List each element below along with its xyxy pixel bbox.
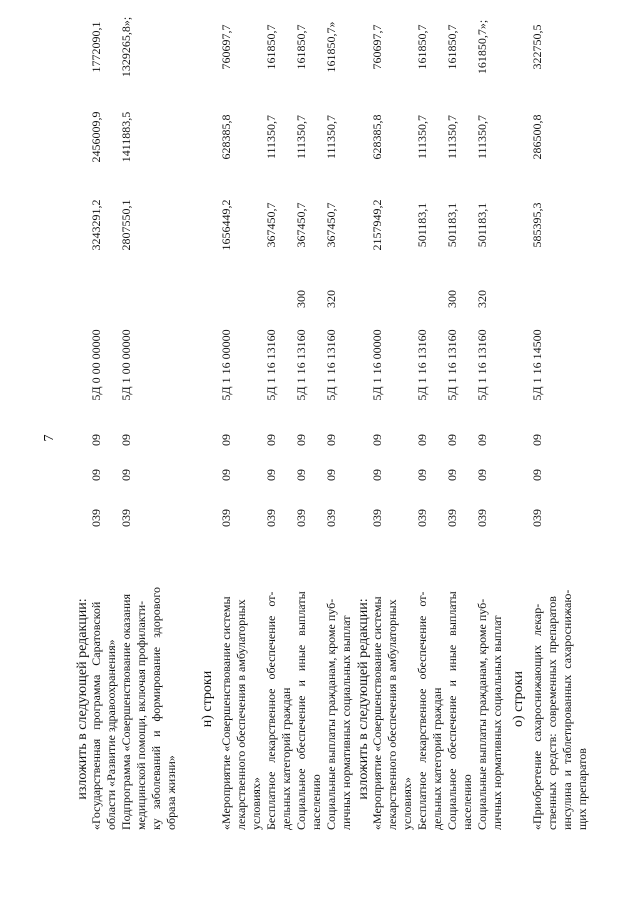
table-cell: 039 [370, 509, 384, 527]
table-cell: 09 [445, 434, 459, 446]
table-cell: 501183,1 [445, 202, 459, 248]
table-cell: 09 [415, 434, 429, 446]
table-cell: 039 [264, 509, 278, 527]
table-cell: 09 [89, 434, 103, 446]
table-cell: 111350,7 [475, 114, 489, 160]
table-cell: 039 [119, 509, 133, 527]
table-cell: 1411883,5 [119, 111, 133, 163]
table-cell: 09 [264, 469, 278, 481]
table-cell: 501183,1 [475, 202, 489, 248]
table-cell: 09 [370, 469, 384, 481]
table-cell: 320 [324, 290, 338, 308]
table-cell: 039 [219, 509, 233, 527]
table-cell: 5Д 1 16 13160 [415, 329, 429, 401]
table-cell: 628385,8 [219, 114, 233, 160]
row-label-line: «Мероприятие «Совершенствование системы [370, 596, 384, 830]
table-cell: 1329265,8»; [119, 16, 133, 78]
table-cell: 039 [530, 509, 544, 527]
table-cell: 09 [530, 434, 544, 446]
row-label-line: дельных категорий граждан [279, 687, 293, 830]
row-label-line: «Государственная программа Саратовской [89, 601, 103, 830]
table-cell: 3243291,2 [89, 199, 103, 251]
table-cell: 367450,7 [294, 202, 308, 248]
table-cell: 5Д 1 16 00000 [370, 329, 384, 401]
table-cell: 039 [475, 509, 489, 527]
table-cell: 628385,8 [370, 114, 384, 160]
page-number: 7 [42, 434, 57, 442]
row-label-line: щих препаратов [575, 748, 589, 830]
table-cell: 09 [219, 434, 233, 446]
table-cell: 111350,7 [264, 114, 278, 160]
table-cell: 5Д 1 16 13160 [294, 329, 308, 401]
row-label-line: населению [460, 774, 474, 830]
row-label-line: Бесплатное лекарственное обеспечение от- [264, 591, 278, 830]
section-heading: изложить в следующей редакции: [75, 598, 90, 800]
table-cell: 09 [119, 469, 133, 481]
table-cell: 5Д 1 16 13160 [445, 329, 459, 401]
row-label-line: лекарственного обеспечения в амбулаторных [385, 599, 399, 830]
table-cell: 111350,7 [294, 114, 308, 160]
row-label-line: образа жизни» [164, 755, 178, 830]
table-cell: 320 [475, 290, 489, 308]
table-cell: 09 [119, 434, 133, 446]
table-cell: 039 [445, 509, 459, 527]
table-cell: 039 [294, 509, 308, 527]
table-cell: 2157949,2 [370, 199, 384, 251]
row-label-line: ственных средств: современных препаратов [545, 596, 559, 830]
row-label-line: «Мероприятие «Совершенствование системы [219, 596, 233, 830]
table-cell: 09 [370, 434, 384, 446]
row-label-line: Бесплатное лекарственное обеспечение от- [415, 591, 429, 830]
table-cell: 2456009,9 [89, 111, 103, 163]
row-label-line: населению [309, 774, 323, 830]
row-label-line: условиях» [249, 777, 263, 830]
row-label-line: Социальное обеспечение и иные выплаты [294, 591, 308, 830]
table-cell: 09 [89, 469, 103, 481]
row-label-line: инсулина и таблетированных сахароснижаю- [560, 589, 574, 830]
table-cell: 286500,8 [530, 114, 544, 160]
table-cell: 367450,7 [264, 202, 278, 248]
table-cell: 300 [294, 290, 308, 308]
table-cell: 039 [324, 509, 338, 527]
table-cell: 161850,7»; [475, 19, 489, 75]
row-label-line: дельных категорий граждан [430, 687, 444, 830]
row-label-line: Социальные выплаты гражданам, кроме пуб- [475, 598, 489, 830]
table-cell: 5Д 1 16 13160 [324, 329, 338, 401]
section-heading: изложить в следующей редакции: [356, 598, 371, 800]
table-cell: 5Д 1 16 13160 [264, 329, 278, 401]
section-heading: н) строки [200, 670, 215, 728]
table-cell: 5Д 1 16 13160 [475, 329, 489, 401]
row-label-line: области «Развитие здравоохранения» [104, 639, 118, 830]
table-cell: 09 [530, 469, 544, 481]
row-label-line: медицинской помощи, включая профилакти- [134, 600, 148, 830]
row-label-line: личных нормативных социальных выплат [490, 615, 504, 830]
table-cell: 111350,7 [445, 114, 459, 160]
table-cell: 2807550,1 [119, 199, 133, 251]
table-cell: 5Д 1 00 00000 [119, 329, 133, 401]
table-cell: 585395,3 [530, 202, 544, 248]
table-cell: 760697,7 [370, 24, 384, 70]
table-cell: 09 [445, 469, 459, 481]
table-cell: 09 [324, 469, 338, 481]
row-label-line: Социальное обеспечение и иные выплаты [445, 591, 459, 830]
table-cell: 161850,7 [445, 24, 459, 70]
table-cell: 161850,7 [264, 24, 278, 70]
row-label-line: личных нормативных социальных выплат [339, 615, 353, 830]
table-cell: 09 [475, 469, 489, 481]
table-cell: 039 [415, 509, 429, 527]
row-label-line: ку заболеваний и формирование здорового [149, 587, 163, 830]
table-cell: 161850,7 [415, 24, 429, 70]
table-cell: 501183,1 [415, 202, 429, 248]
table-cell: 760697,7 [219, 24, 233, 70]
table-cell: 300 [445, 290, 459, 308]
table-cell: 039 [89, 509, 103, 527]
row-label-line: условиях» [400, 777, 414, 830]
table-cell: 5Д 1 16 00000 [219, 329, 233, 401]
table-cell: 5Д 1 16 14500 [530, 329, 544, 401]
table-cell: 1772090,1 [89, 21, 103, 73]
table-cell: 161850,7 [294, 24, 308, 70]
table-cell: 09 [475, 434, 489, 446]
table-cell: 322750,5 [530, 24, 544, 70]
table-cell: 367450,7 [324, 202, 338, 248]
table-cell: 09 [294, 434, 308, 446]
row-label-line: «Приобретение сахароснижающих лекар- [530, 603, 544, 830]
table-cell: 111350,7 [324, 114, 338, 160]
table-cell: 5Д 0 00 00000 [89, 329, 103, 401]
table-cell: 09 [264, 434, 278, 446]
section-heading: о) строки [511, 671, 526, 727]
table-cell: 09 [324, 434, 338, 446]
table-cell: 09 [294, 469, 308, 481]
row-label-line: лекарственного обеспечения в амбулаторных [234, 599, 248, 830]
table-cell: 1656449,2 [219, 199, 233, 251]
table-cell: 111350,7 [415, 114, 429, 160]
row-label-line: Подпрограмма «Совершенствование оказания [119, 593, 133, 830]
table-cell: 09 [415, 469, 429, 481]
table-cell: 161850,7» [324, 21, 338, 73]
row-label-line: Социальные выплаты гражданам, кроме пуб- [324, 598, 338, 830]
table-cell: 09 [219, 469, 233, 481]
